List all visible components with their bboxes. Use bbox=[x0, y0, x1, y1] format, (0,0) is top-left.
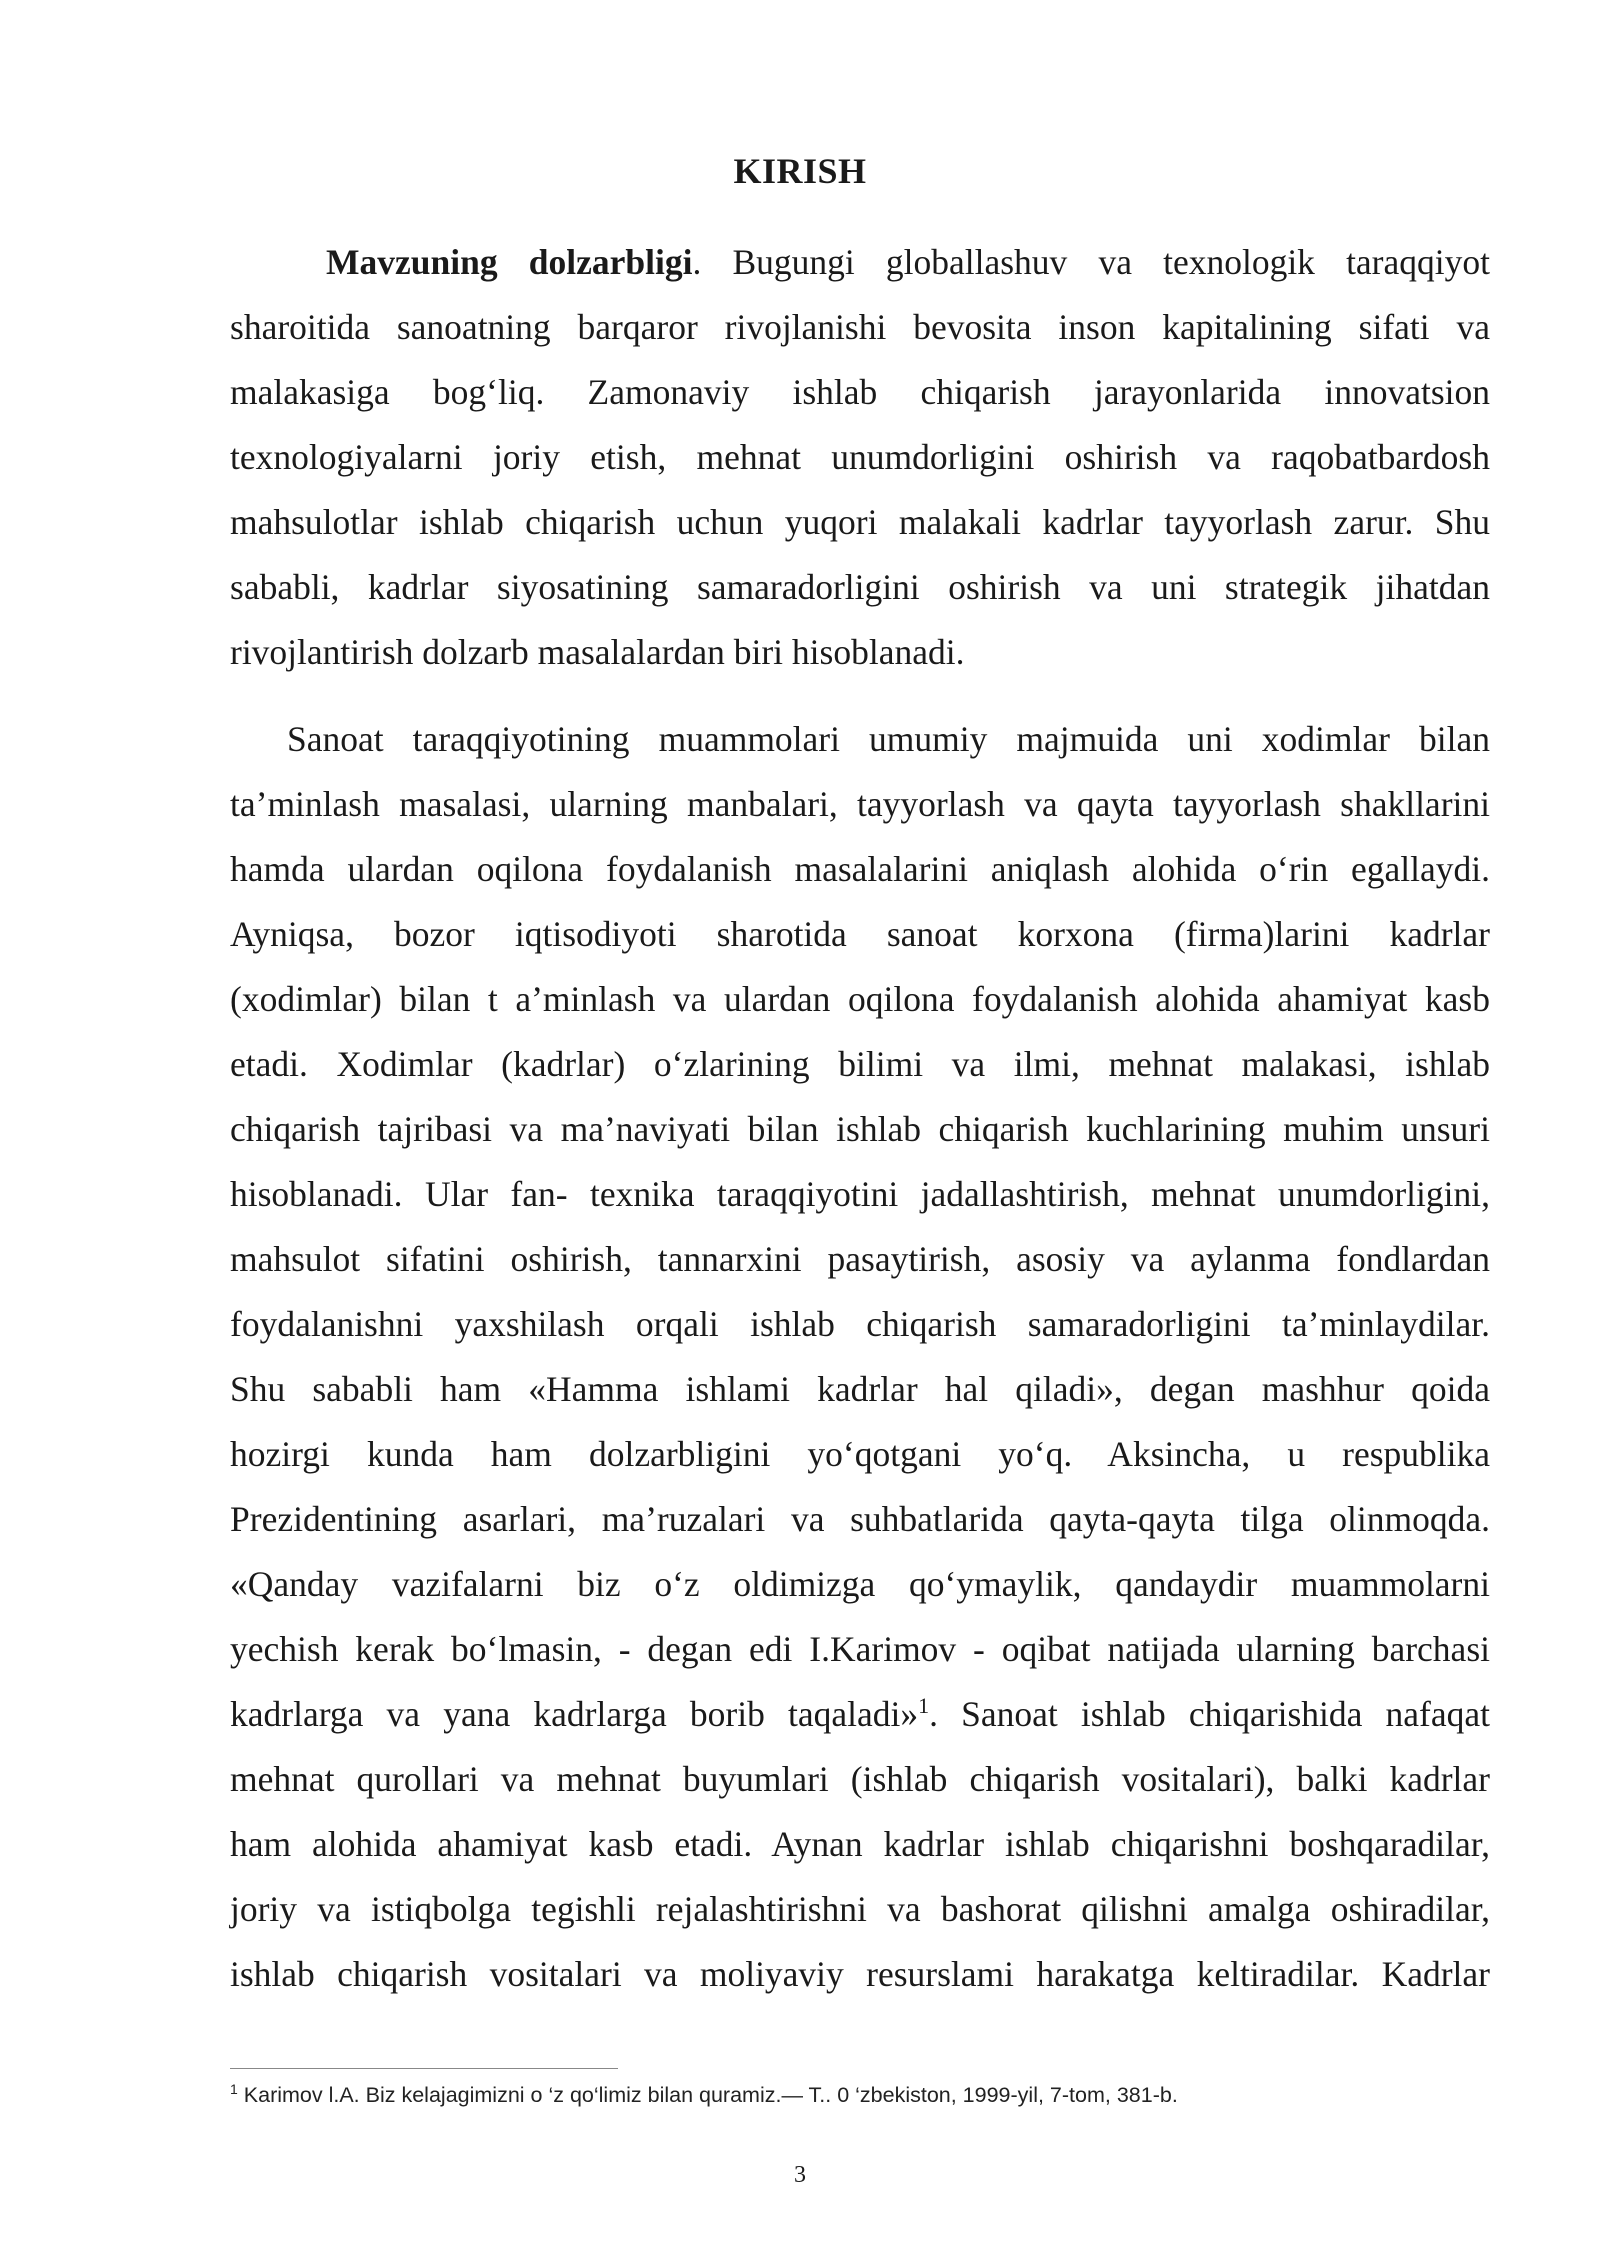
paragraph-line bbox=[230, 1682, 1490, 1747]
paragraph-line: hozirgi kunda ham dolzarbligini yo‘qotgani yo‘q. Aksincha, u respublika bbox=[230, 1434, 1490, 1474]
paragraph-text: . Sanoat ishlab chiqarishida nafaqat bbox=[929, 1694, 1490, 1734]
paragraph-line: Sanoat taraqqiyotining muammolari umumiy majmuida uni xodimlar bilan bbox=[287, 719, 1490, 759]
paragraph-line: malakasiga bog‘liq. Zamonaviy ishlab chiqarish jarayonlarida innovatsion bbox=[230, 372, 1490, 412]
paragraph-line: hisoblanadi. Ular fan- texnika taraqqiyotini jadallashtirish, mehnat unumdorligini, bbox=[230, 1174, 1490, 1214]
paragraph-line: yechish kerak bo‘lmasin, - degan edi I.Karimov - oqibat natijada ularning barchasi bbox=[230, 1629, 1490, 1669]
paragraph-line: Prezidentining asarlari, ma’ruzalari va suhbatlarida qayta-qayta tilga olinmoqda. bbox=[230, 1499, 1490, 1539]
footnote-marker: 1 bbox=[230, 2080, 238, 2097]
paragraph-line: joriy va istiqbolga tegishli rejalashtirishni va bashorat qilishni amalga oshiradilar, bbox=[230, 1889, 1490, 1929]
paragraph-line: etadi. Xodimlar (kadrlar) o‘zlarining bilimi va ilmi, mehnat malakasi, ishlab bbox=[230, 1044, 1490, 1084]
relevance-heading: Mavzuning dolzarbligi bbox=[326, 242, 693, 282]
paragraph-line: mahsulotlar ishlab chiqarish uchun yuqori malakali kadrlar tayyorlash zarur. Shu bbox=[230, 502, 1490, 542]
footnote-reference[interactable]: 1 bbox=[918, 1693, 930, 1719]
paragraph-line: ham alohida ahamiyat kasb etadi. Aynan kadrlar ishlab chiqarishni boshqaradilar, bbox=[230, 1824, 1490, 1864]
footnote-separator bbox=[230, 2068, 618, 2069]
paragraph-line: hamda ulardan oqilona foydalanish masalalarini aniqlash alohida o‘rin egallaydi. bbox=[230, 849, 1490, 889]
paragraph-line: Ayniqsa, bozor iqtisodiyoti sharotida sanoat korxona (firma)larini kadrlar bbox=[230, 914, 1490, 954]
paragraph-line: Shu sababli ham «Hamma ishlami kadrlar hal qiladi», degan mashhur qoida bbox=[230, 1369, 1490, 1409]
paragraph-line: sharoitida sanoatning barqaror rivojlanishi bevosita inson kapitalining sifati va bbox=[230, 307, 1490, 347]
paragraph-line: rivojlantirish dolzarb masalalardan biri hisoblanadi. bbox=[230, 632, 965, 672]
paragraph-line: foydalanishni yaxshilash orqali ishlab chiqarish samaradorligini ta’minlaydilar. bbox=[230, 1304, 1490, 1344]
paragraph-line: sababli, kadrlar siyosatining samaradorligini oshirish va uni strategik jihatdan bbox=[230, 567, 1490, 607]
paragraph-relevance bbox=[230, 230, 1490, 685]
paragraph-line: ishlab chiqarish vositalari va moliyaviy resurslami harakatga keltiradilar. Kadrlar bbox=[230, 1954, 1490, 1994]
paragraph-line: ta’minlash masalasi, ularning manbalari, tayyorlash va qayta tayyorlash shakllarini bbox=[230, 784, 1490, 824]
paragraph-text: kadrlarga va yana kadrlarga borib taqaladi» bbox=[230, 1694, 919, 1734]
paragraph-line: «Qanday vazifalarni biz o‘z oldimizga qo‘ymaylik, qandaydir muammolarni bbox=[230, 1564, 1490, 1604]
paragraph-line: (xodimlar) bilan t a’minlash va ulardan oqilona foydalanish alohida ahamiyat kasb bbox=[230, 979, 1490, 1019]
footnote-text: Karimov l.A. Biz kelajagimizni o ‘z qo‘limiz bilan quramiz.— T.. 0 ‘zbekiston, 1999-yil, 7-tom, 381-b. bbox=[237, 2083, 1178, 2107]
footnote bbox=[230, 2080, 1178, 2108]
page-title: KIRISH bbox=[733, 151, 867, 191]
paragraph-line: chiqarish tajribasi va ma’naviyati bilan ishlab chiqarish kuchlarining muhim unsuri bbox=[230, 1109, 1490, 1149]
paragraph-line: mahsulot sifatini oshirish, tannarxini pasaytirish, asosiy va aylanma fondlardan bbox=[230, 1239, 1490, 1279]
paragraph-industry-staffing bbox=[230, 707, 1490, 2007]
paragraph-text: . Bugungi globallashuv va texnologik taraqqiyot bbox=[692, 242, 1490, 282]
paragraph-line bbox=[230, 230, 1490, 295]
paragraph-line: mehnat qurollari va mehnat buyumlari (ishlab chiqarish vositalari), balki kadrlar bbox=[230, 1759, 1490, 1799]
page-number: 3 bbox=[794, 2162, 806, 2188]
paragraph-line: texnologiyalarni joriy etish, mehnat unumdorligini oshirish va raqobatbardosh bbox=[230, 437, 1490, 477]
